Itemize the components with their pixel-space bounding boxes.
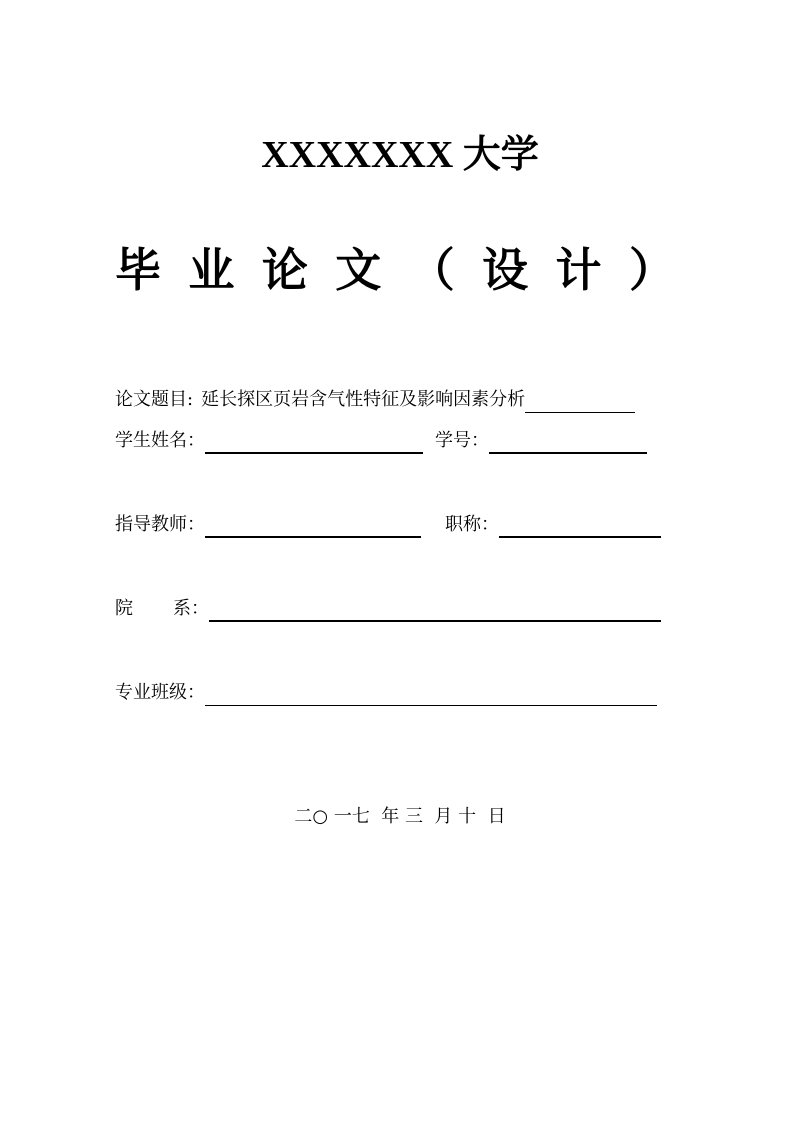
thesis-type-heading [115,240,675,300]
heading-char: ） [628,243,675,297]
department-row [115,592,661,622]
heading-char: 业 [188,243,235,297]
department-field[interactable] [209,598,661,622]
advisor-label: 指导教师： [115,514,205,535]
heading-char: 论 [261,243,308,297]
student-row [115,424,647,454]
advisor-field[interactable] [205,514,421,538]
heading-char: （ [408,243,455,297]
department-label-left: 院 [115,598,133,619]
student-id-label: 学号： [435,430,489,451]
student-name-field[interactable] [205,430,423,454]
student-name-label: 学生姓名： [115,430,205,451]
topic-underline[interactable] [525,390,635,413]
heading-char: 毕 [115,243,161,297]
heading-char: 计 [555,243,602,297]
professional-title-label: 职称： [445,514,499,535]
department-label-right: 系： [173,598,209,619]
topic-row [115,383,635,413]
heading-char: 设 [482,243,529,297]
major-class-row [115,676,657,706]
advisor-row [115,508,661,538]
topic-label: 论文题目: [115,389,194,410]
cover-date: 二○ 一七 年 三 月 十 日 [294,806,506,827]
student-id-field[interactable] [489,430,647,454]
major-class-field[interactable] [205,683,657,706]
topic-value: 延长探区页岩含气性特征及影响因素分析 [201,389,526,410]
major-class-label: 专业班级： [115,682,205,703]
university-name: XXXXXXX 大学 [261,134,539,176]
heading-char: 文 [335,243,382,297]
professional-title-field[interactable] [499,514,661,538]
